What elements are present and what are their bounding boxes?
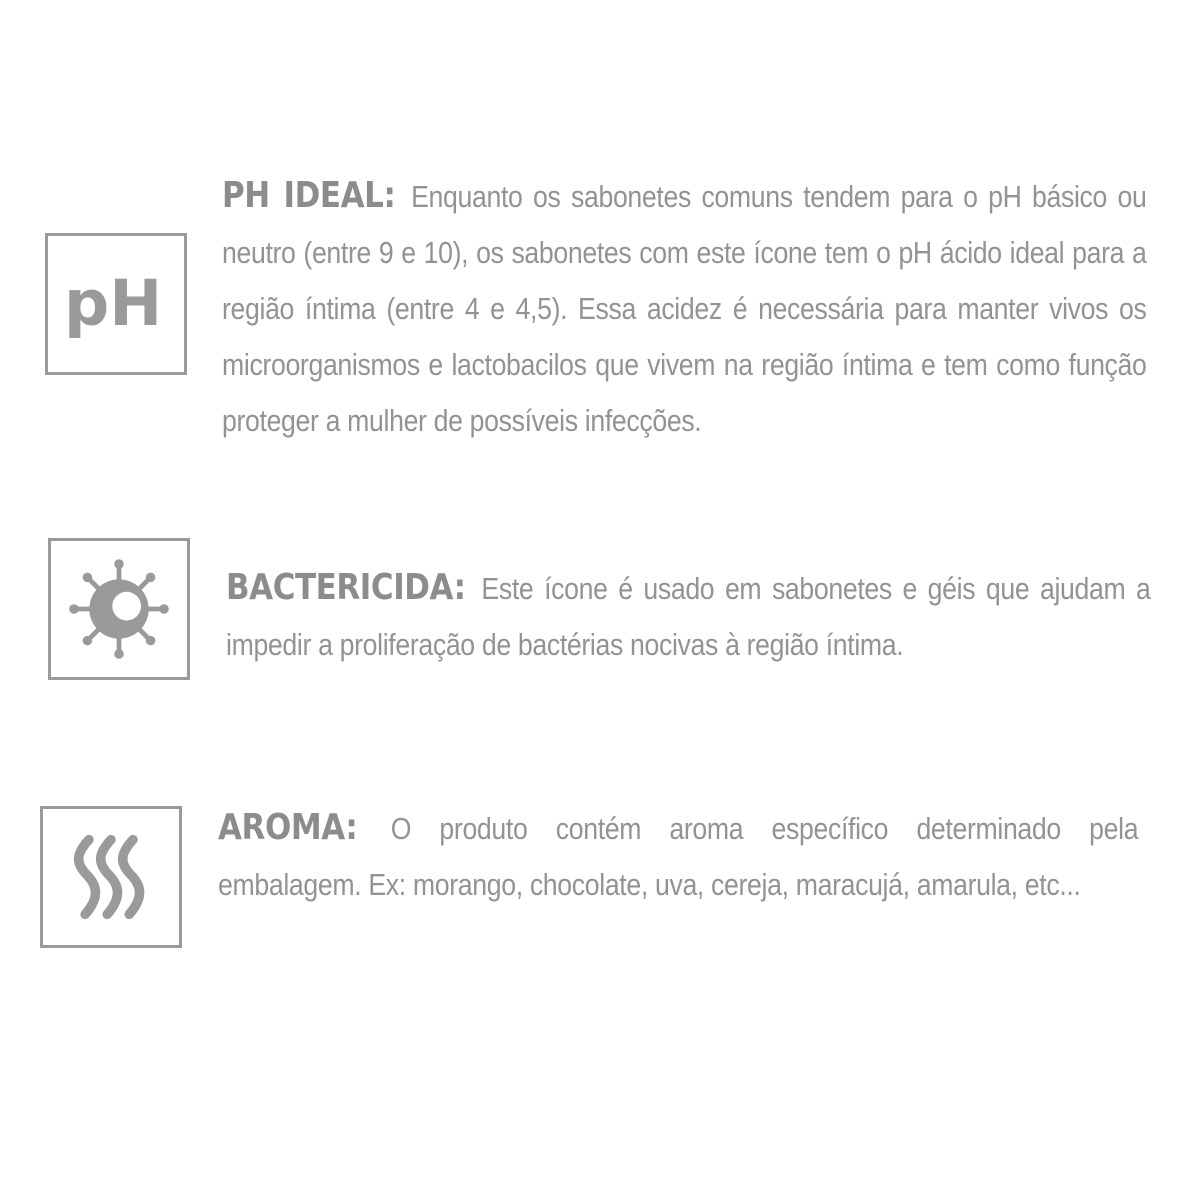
feature-ph-description (222, 168, 1147, 449)
bacteria-icon (48, 538, 190, 680)
ph-icon (45, 233, 187, 375)
feature-ph-text: Enquanto os sabonetes comuns tendem para o pH básico ou neutro (entre 9 e 10), os sabonetes com este ícone tem o pH ácido ideal para a região íntima (entre 4 e 4,5). Essa acidez é necessária para manter vivos os microorganismos e lactobacilos que vivem na região íntima e tem como função proteger a mulher de possíveis infecções. (222, 179, 1147, 438)
feature-aroma-title: AROMA: (218, 807, 358, 848)
aroma-waves-icon-graphic (43, 809, 179, 945)
bacteria-icon-graphic (51, 541, 187, 677)
feature-aroma-description (218, 800, 1138, 913)
feature-aroma-text: O produto contém aroma específico determinado pela embalagem. Ex: morango, chocolate, uva, cereja, maracujá, amarula, etc... (218, 811, 1139, 902)
feature-bactericida-title: BACTERICIDA: (226, 567, 466, 608)
aroma-waves-icon (40, 806, 182, 948)
ph-icon-label: pH (64, 266, 163, 341)
feature-ph-title: PH IDEAL: (222, 175, 396, 216)
feature-bactericida-text: Este ícone é usado em sabonetes e géis que ajudam a impedir a proliferação de bactérias nocivas à região íntima. (226, 571, 1151, 662)
feature-bactericida-description (226, 560, 1151, 673)
ph-icon-graphic (48, 236, 184, 372)
